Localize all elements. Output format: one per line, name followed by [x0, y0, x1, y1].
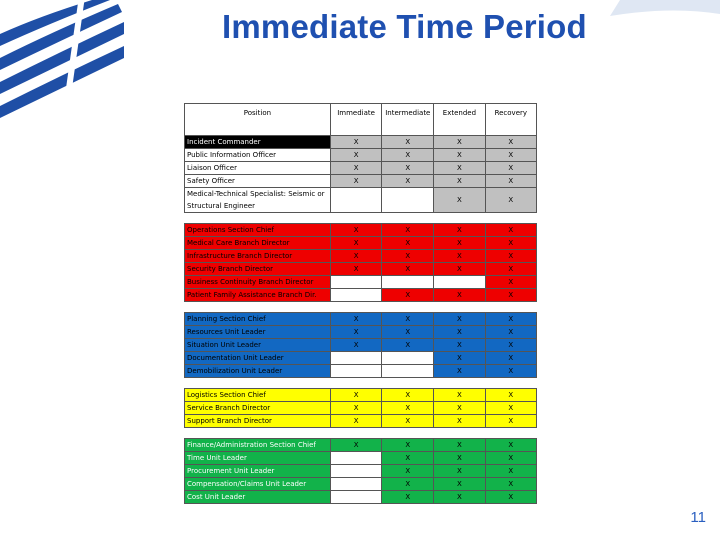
mark-cell: X [434, 478, 485, 491]
position-cell: Cost Unit Leader [185, 491, 331, 504]
position-cell: Documentation Unit Leader [185, 352, 331, 365]
mark-cell: X [382, 326, 434, 339]
mark-cell: X [434, 224, 485, 237]
mark-cell: X [434, 162, 485, 175]
page-number: 11 [690, 509, 706, 526]
separator-cell [185, 213, 331, 224]
mark-cell: X [382, 224, 434, 237]
separator-cell [485, 378, 536, 389]
position-cell: Demobilization Unit Leader [185, 365, 331, 378]
header-decoration [610, 0, 720, 18]
mark-cell: X [382, 136, 434, 149]
mark-cell: X [434, 389, 485, 402]
mark-cell: X [434, 289, 485, 302]
table-body [185, 136, 537, 504]
position-cell: Medical Care Branch Director [185, 237, 331, 250]
mark-cell: X [485, 188, 536, 213]
table-row [185, 478, 537, 491]
separator-cell [382, 428, 434, 439]
mark-cell: X [485, 439, 536, 452]
mark-cell: X [485, 162, 536, 175]
mark-cell: X [330, 149, 382, 162]
mark-cell: X [485, 389, 536, 402]
mark-cell: X [485, 326, 536, 339]
mark-cell: X [485, 263, 536, 276]
mark-cell: X [382, 237, 434, 250]
separator-cell [185, 378, 331, 389]
mark-cell: X [434, 402, 485, 415]
separator-cell [330, 213, 382, 224]
position-cell: Planning Section Chief [185, 313, 331, 326]
mark-cell: X [330, 339, 382, 352]
mark-cell: X [485, 289, 536, 302]
separator-cell [382, 378, 434, 389]
mark-cell: X [382, 439, 434, 452]
mark-cell: X [434, 136, 485, 149]
mark-cell: X [485, 224, 536, 237]
mark-cell: X [485, 465, 536, 478]
mark-cell: X [485, 415, 536, 428]
separator-cell [485, 302, 536, 313]
mark-cell: X [434, 352, 485, 365]
mark-cell [434, 276, 485, 289]
separator-cell [485, 428, 536, 439]
mark-cell [330, 452, 382, 465]
separator-cell [330, 428, 382, 439]
mark-cell [382, 188, 434, 213]
table-row [185, 237, 537, 250]
mark-cell: X [330, 389, 382, 402]
header-position: Position [185, 104, 331, 136]
table-header-row [185, 104, 537, 136]
mark-cell: X [330, 439, 382, 452]
mark-cell: X [485, 452, 536, 465]
group-separator [185, 213, 537, 224]
table-row [185, 313, 537, 326]
mark-cell [330, 352, 382, 365]
position-cell: Situation Unit Leader [185, 339, 331, 352]
mark-cell: X [485, 136, 536, 149]
mark-cell: X [382, 465, 434, 478]
header-recovery: Recovery [485, 104, 536, 136]
table-row [185, 224, 537, 237]
group-separator [185, 302, 537, 313]
mark-cell: X [382, 250, 434, 263]
separator-cell [485, 213, 536, 224]
separator-cell [382, 302, 434, 313]
position-cell: Liaison Officer [185, 162, 331, 175]
mark-cell [382, 276, 434, 289]
mark-cell: X [434, 175, 485, 188]
mark-cell: X [434, 237, 485, 250]
mark-cell: X [434, 415, 485, 428]
mark-cell: X [330, 224, 382, 237]
mark-cell [382, 365, 434, 378]
mark-cell: X [485, 313, 536, 326]
mark-cell: X [485, 491, 536, 504]
mark-cell: X [434, 452, 485, 465]
mark-cell: X [434, 365, 485, 378]
mark-cell: X [485, 352, 536, 365]
table-row [185, 352, 537, 365]
separator-cell [434, 302, 485, 313]
position-cell: Time Unit Leader [185, 452, 331, 465]
position-cell: Resources Unit Leader [185, 326, 331, 339]
mark-cell: X [485, 339, 536, 352]
mark-cell: X [485, 365, 536, 378]
mark-cell: X [434, 465, 485, 478]
position-cell: Medical-Technical Specialist: Seismic or Structural Engineer [185, 188, 331, 213]
mark-cell: X [485, 175, 536, 188]
position-cell: Compensation/Claims Unit Leader [185, 478, 331, 491]
mark-cell: X [434, 439, 485, 452]
position-cell: Incident Commander [185, 136, 331, 149]
table-row [185, 439, 537, 452]
position-cell: Support Branch Director [185, 415, 331, 428]
mark-cell: X [382, 452, 434, 465]
separator-cell [330, 302, 382, 313]
mark-cell: X [330, 263, 382, 276]
position-cell: Business Continuity Branch Director [185, 276, 331, 289]
mark-cell [330, 188, 382, 213]
mark-cell: X [434, 313, 485, 326]
table-row [185, 149, 537, 162]
table-row [185, 365, 537, 378]
mark-cell: X [434, 326, 485, 339]
header-immediate: Immediate [330, 104, 382, 136]
mark-cell: X [434, 250, 485, 263]
mark-cell: X [434, 339, 485, 352]
table-row [185, 136, 537, 149]
separator-cell [434, 213, 485, 224]
mark-cell [330, 365, 382, 378]
mark-cell: X [485, 250, 536, 263]
group-separator [185, 428, 537, 439]
mark-cell: X [330, 326, 382, 339]
table-row [185, 263, 537, 276]
mark-cell: X [382, 389, 434, 402]
position-cell: Finance/Administration Section Chief [185, 439, 331, 452]
separator-cell [185, 428, 331, 439]
mark-cell: X [382, 175, 434, 188]
table-row [185, 326, 537, 339]
separator-cell [382, 213, 434, 224]
mark-cell: X [382, 263, 434, 276]
mark-cell: X [434, 188, 485, 213]
mark-cell: X [330, 162, 382, 175]
mark-cell: X [382, 149, 434, 162]
table-row [185, 452, 537, 465]
mark-cell [330, 478, 382, 491]
table-row [185, 415, 537, 428]
mark-cell: X [330, 136, 382, 149]
mark-cell: X [382, 339, 434, 352]
mark-cell: X [485, 149, 536, 162]
position-cell: Security Branch Director [185, 263, 331, 276]
mark-cell: X [330, 237, 382, 250]
mark-cell: X [485, 276, 536, 289]
table-row [185, 175, 537, 188]
position-cell: Public Information Officer [185, 149, 331, 162]
table-row [185, 289, 537, 302]
mark-cell [330, 289, 382, 302]
position-cell: Service Branch Director [185, 402, 331, 415]
mark-cell: X [485, 478, 536, 491]
mark-cell: X [382, 402, 434, 415]
mark-cell: X [485, 402, 536, 415]
mark-cell: X [330, 415, 382, 428]
mark-cell: X [330, 402, 382, 415]
mark-cell: X [330, 175, 382, 188]
mark-cell [330, 491, 382, 504]
group-separator [185, 378, 537, 389]
separator-cell [434, 378, 485, 389]
table-row [185, 389, 537, 402]
position-cell: Patient Family Assistance Branch Dir. [185, 289, 331, 302]
mark-cell [382, 352, 434, 365]
separator-cell [434, 428, 485, 439]
table-row [185, 276, 537, 289]
position-cell: Procurement Unit Leader [185, 465, 331, 478]
position-cell: Operations Section Chief [185, 224, 331, 237]
mark-cell: X [382, 313, 434, 326]
table-row [185, 339, 537, 352]
mark-cell: X [382, 478, 434, 491]
table-row [185, 402, 537, 415]
position-cell: Logistics Section Chief [185, 389, 331, 402]
mark-cell: X [485, 237, 536, 250]
organization-logo [0, 0, 125, 125]
position-cell: Infrastructure Branch Director [185, 250, 331, 263]
mark-cell: X [382, 415, 434, 428]
position-cell: Safety Officer [185, 175, 331, 188]
slide-title: Immediate Time Period [222, 8, 587, 45]
separator-cell [330, 378, 382, 389]
mark-cell: X [330, 250, 382, 263]
table-row [185, 465, 537, 478]
table-row [185, 491, 537, 504]
role-activation-table [184, 103, 537, 504]
table-row [185, 188, 537, 213]
table-row [185, 250, 537, 263]
separator-cell [185, 302, 331, 313]
mark-cell: X [434, 149, 485, 162]
mark-cell: X [382, 162, 434, 175]
header-intermediate: Intermediate [382, 104, 434, 136]
table-row [185, 162, 537, 175]
mark-cell [330, 465, 382, 478]
mark-cell: X [382, 491, 434, 504]
mark-cell: X [330, 313, 382, 326]
mark-cell [330, 276, 382, 289]
mark-cell: X [434, 491, 485, 504]
mark-cell: X [434, 263, 485, 276]
mark-cell: X [382, 289, 434, 302]
header-extended: Extended [434, 104, 485, 136]
